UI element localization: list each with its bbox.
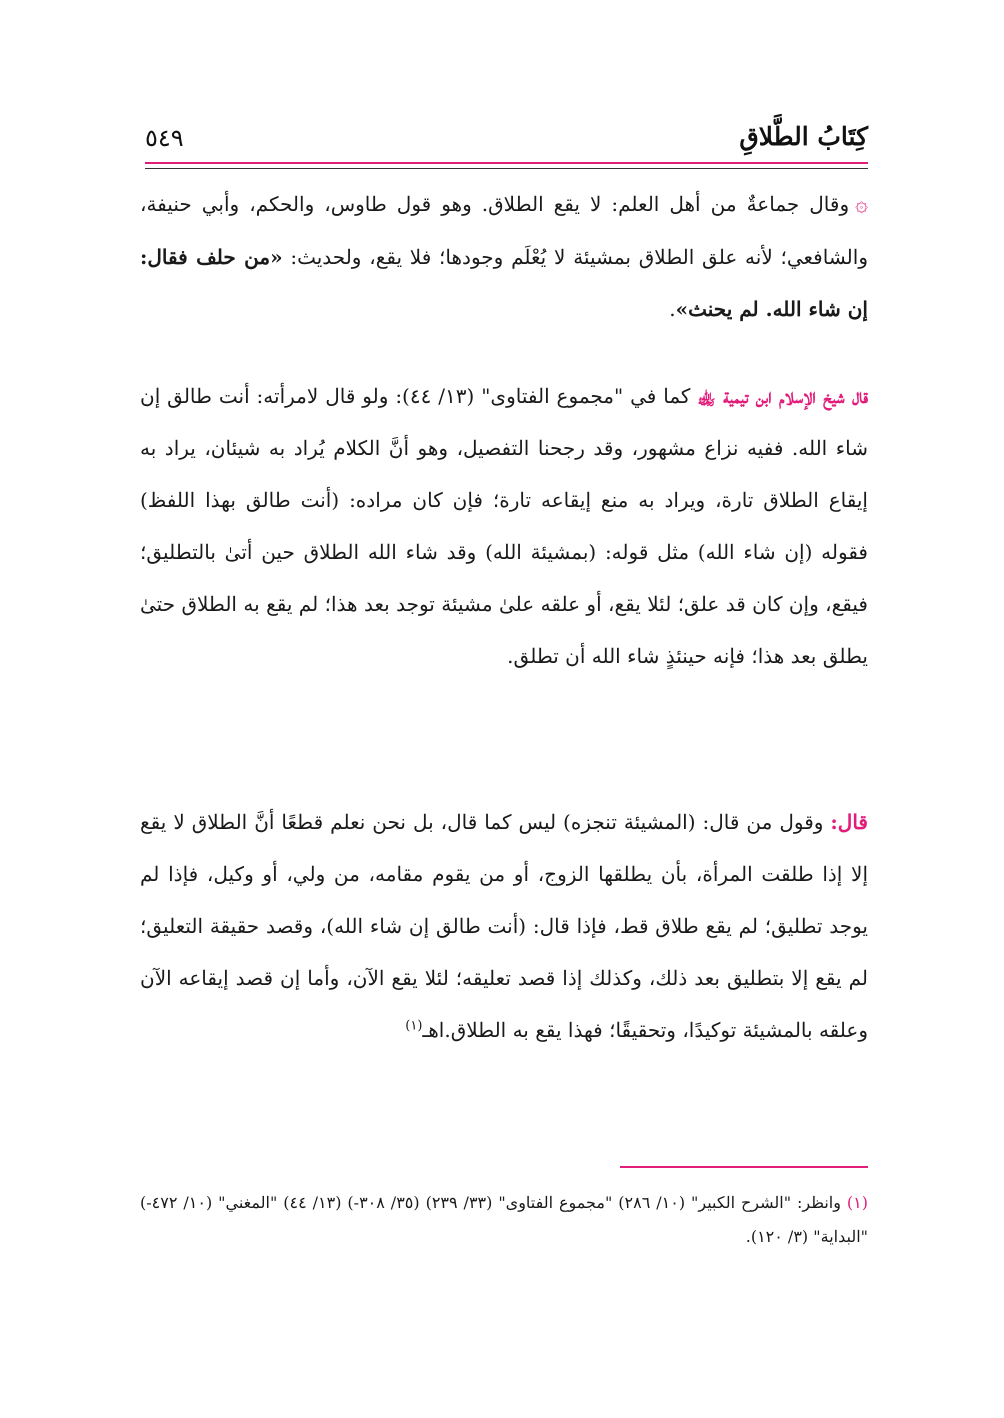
footnote (140, 1186, 868, 1254)
flower-ornament-icon: ۞ (855, 192, 868, 217)
paragraph-1 (140, 178, 868, 335)
page-header (145, 122, 868, 166)
paragraph-2 (140, 370, 868, 682)
chapter-title: كِتَابُ الطَّلاقِ (739, 122, 868, 151)
speaker-label: قال: (830, 810, 868, 834)
paragraph-3-text: وقول من قال: (المشيئة تنجزه) ليس كما قال، بل نحن نعلم قطعًا أنَّ الطلاق لا يقع إلا إذا طلقت المرأة، بأن يطلقها الزوج، أو من يقوم مقامه، من ولي، أو وكيل، فإذا لم يوجد تطليق؛ لم يقع طلاق قط، فإذا قال: (أنت طالق إن شاء الله)، وقصد حقيقة التعليق؛ لم يقع إلا بتطليق بعد ذلك، وكذلك إذا قصد تعليقه؛ لئلا يقع الآن، وأما إن قصد إيقاعه الآن وعلقه بالمشيئة توكيدًا، وتحقيقًا؛ فهذا يقع به الطلاق.اهـ (140, 810, 868, 1042)
header-rule-thin (145, 168, 868, 169)
footnote-text: وانظر: "الشرح الكبير" (١٠/ ٢٨٦) "مجموع الفتاوى" (٣٣/ ٢٣٩) (٣٥/ ٣٠٨-) (١٣/ ٤٤) "المغني" (١٠/ ٤٧٢-) "البداية" (٣/ ١٢٠). (140, 1193, 868, 1246)
speaker-ibn-taymiyyah: قال شيخ الإسلام ابن تيمية ﵀ (697, 384, 869, 408)
paragraph-1-text: وقال جماعةٌ من أهل العلم: لا يقع الطلاق. وهو قول طاوس، والحكم، وأبي حنيفة، والشافعي؛ لأنه علق الطلاق بمشيئة لا يُعْلَم وجودها؛ فلا يقع، ولحديث: (140, 192, 868, 269)
paragraph-1-end: . (669, 297, 676, 321)
footnote-separator (620, 1166, 868, 1168)
paragraph-3 (140, 796, 868, 1056)
footnote-number: (١) (846, 1193, 869, 1212)
paragraph-2-text: كما في "مجموع الفتاوى" (١٣/ ٤٤): ولو قال لامرأته: أنت طالق إن شاء الله. ففيه نزاع مشهور، وقد رجحنا التفصيل، وهو أنَّ الكلام يُراد به شيئان، يراد به إيقاع الطلاق تارة، ويراد به منع إيقاعه تارة؛ فإن كان مراده: (أنت طالق بهذا اللفظ) فقوله (إن شاء الله) مثل قوله: (بمشيئة الله) وقد شاء الله الطلاق حين أتىٰ بالتطليق؛ فيقع، وإن كان قد علق؛ لئلا يقع، أو علقه علىٰ مشيئة توجد بعد هذا؛ لم يقع به الطلاق حتىٰ يطلق بعد هذا؛ فإنه حينئذٍ شاء الله أن تطلق. (140, 384, 868, 668)
hadith-quote: «من حلف فقال: إن شاء الله. لم يحنث» (140, 245, 868, 321)
header-rule-pink (145, 162, 868, 164)
footnote-reference[interactable]: (١) (405, 1018, 423, 1034)
page-number: ٥٤٩ (145, 124, 184, 152)
